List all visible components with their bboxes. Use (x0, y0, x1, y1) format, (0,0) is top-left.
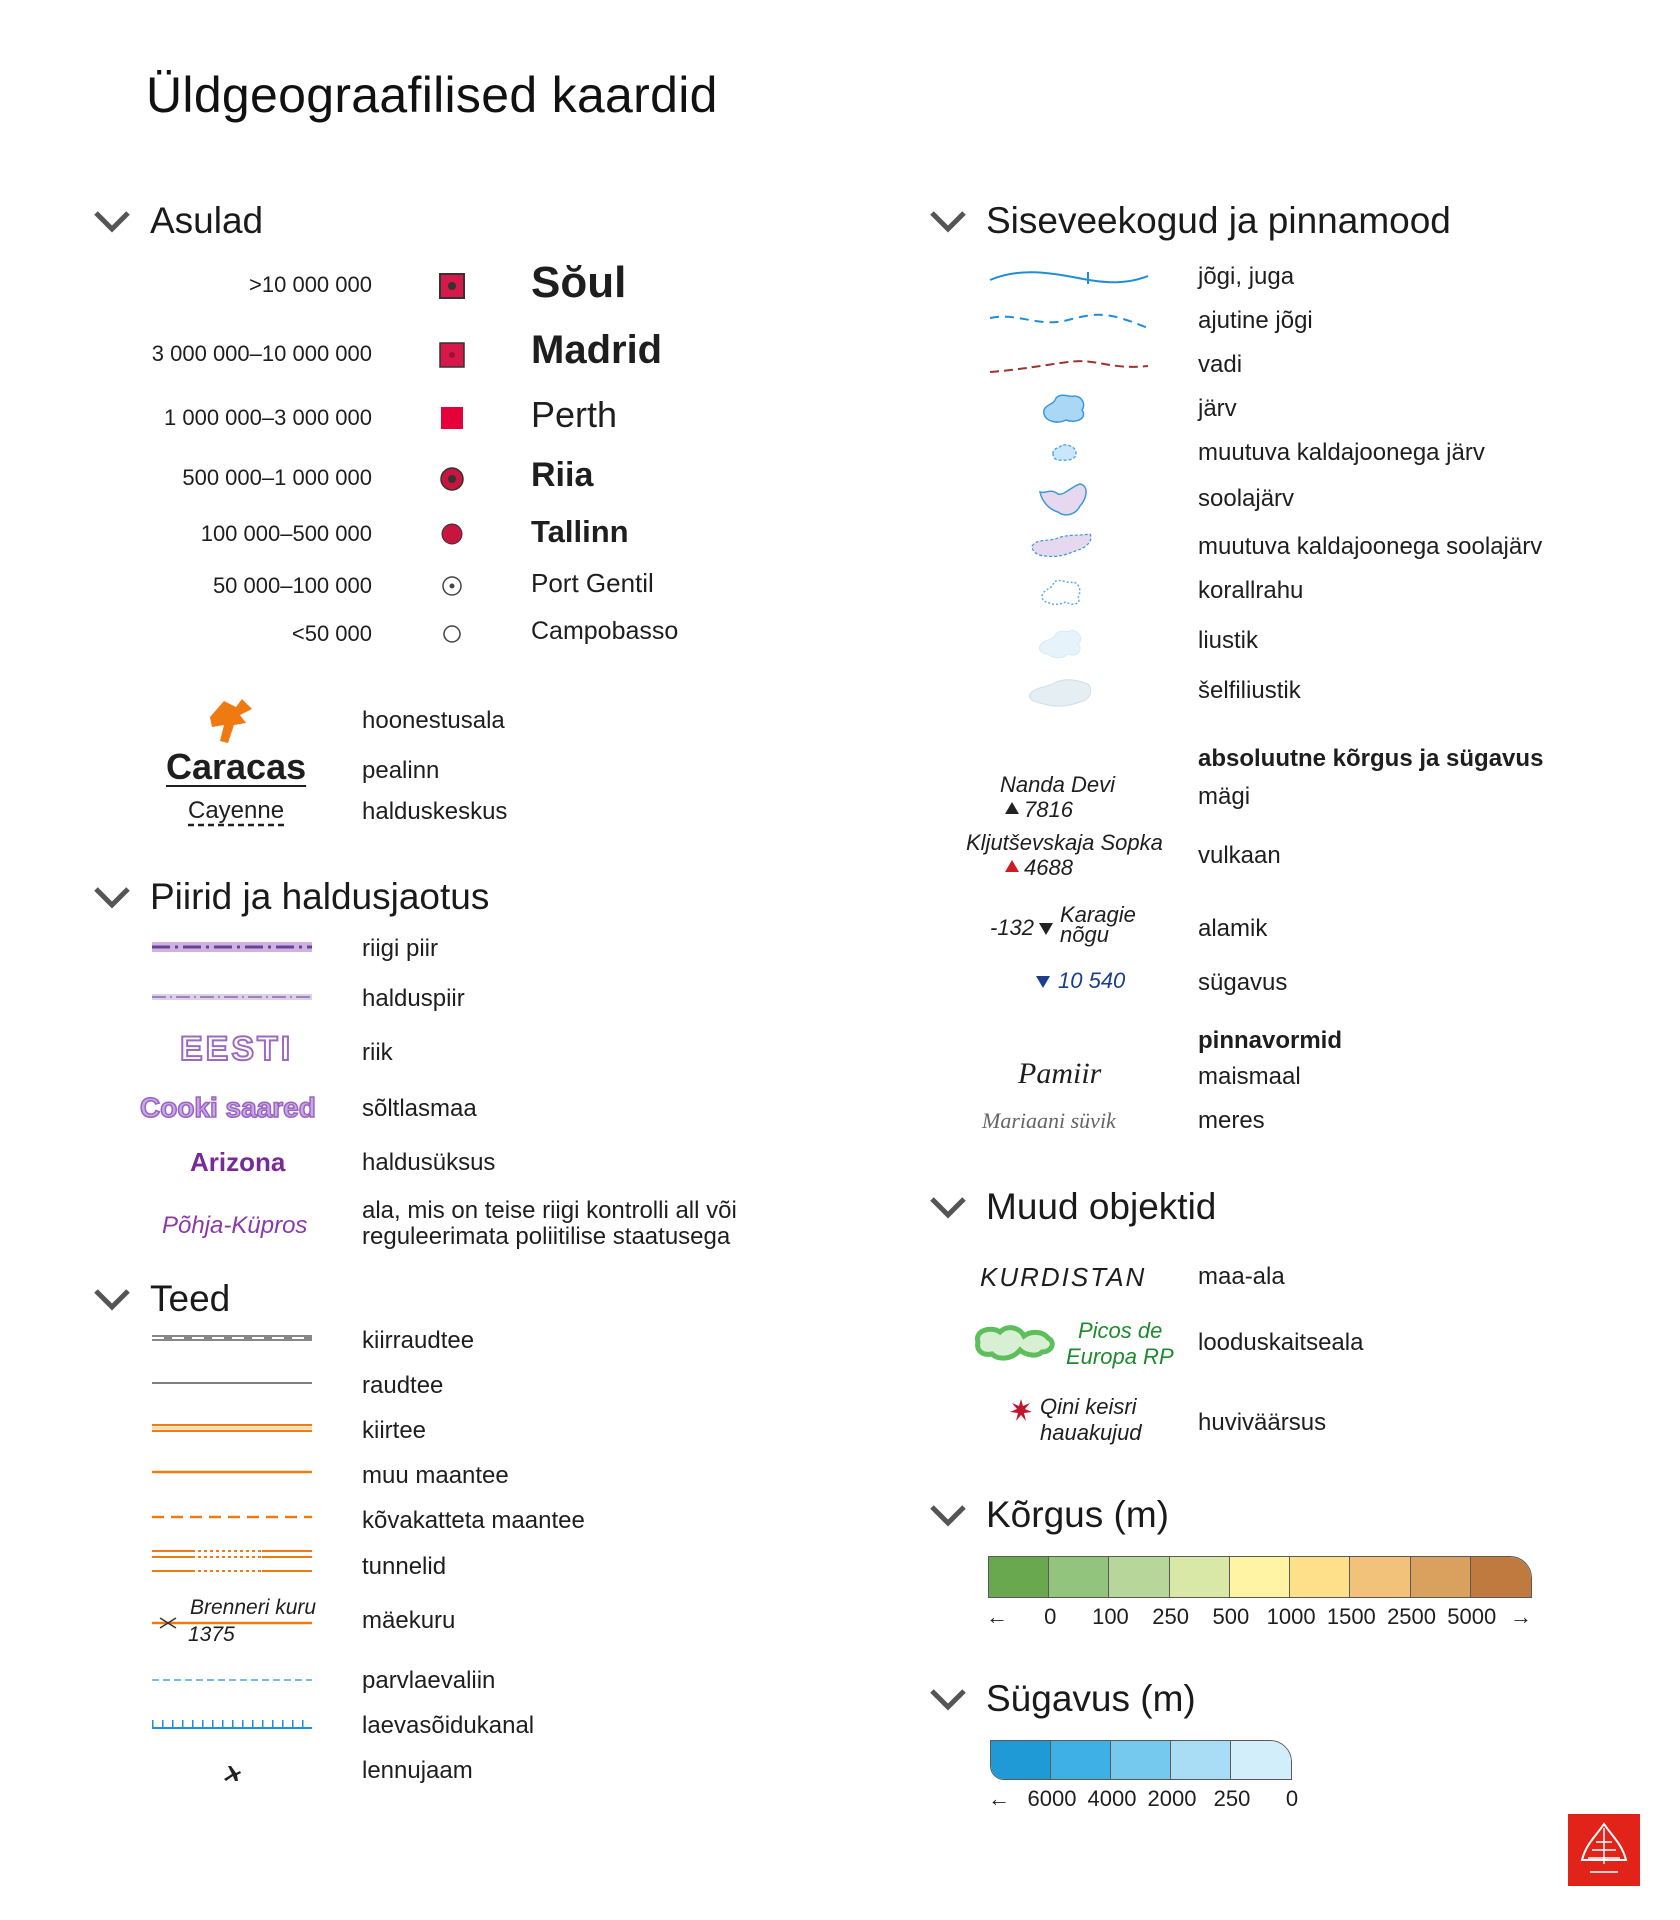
section-muud-toggle[interactable] (928, 1186, 1216, 1228)
legend-label: laevasõidukanal (362, 1712, 535, 1739)
legend-label: hoonestusala (362, 707, 505, 734)
legend-label: pealinn (362, 757, 440, 784)
mountain-height: 7816 (1024, 797, 1073, 822)
sight-name: hauakujud (1040, 1420, 1142, 1445)
chevron-down-icon (928, 1193, 968, 1221)
scale-tick-label: 2000 (1147, 1786, 1197, 1811)
chevron-down-icon (92, 207, 132, 235)
scale-swatch (1109, 1557, 1169, 1597)
reserve-name: Picos de (1078, 1318, 1163, 1343)
city-square-dot-icon (438, 272, 466, 300)
railway-icon (152, 1380, 312, 1386)
disputed-area-sample: Põhja-Küpros (162, 1212, 308, 1239)
legend-label: sügavus (1198, 969, 1288, 996)
legend-label: parvlaevaliin (362, 1667, 496, 1694)
legend-label: korallrahu (1198, 577, 1304, 604)
intermittent-salt-lake-icon (1028, 530, 1096, 562)
scale-swatch (991, 1741, 1051, 1779)
arrow-left-icon: ← (988, 1786, 1010, 1811)
city-circle-icon (441, 523, 463, 545)
scale-swatch (1411, 1557, 1471, 1597)
section-teed-title: Teed (150, 1278, 231, 1319)
tunnels-icon (152, 1549, 312, 1577)
volcano-icon (1005, 860, 1019, 872)
landform-sea-sample: Mariaani süvik (982, 1108, 1116, 1133)
section-siseveekogud-title: Siseveekogud ja pinnamood (986, 200, 1451, 241)
scale-tick-label: 0 (1285, 1786, 1299, 1811)
admin-border-line-icon (152, 992, 312, 1002)
legend-label: riigi piir (362, 935, 439, 962)
pop-range: >10 000 000 (249, 272, 372, 297)
scale-swatch (1231, 1741, 1291, 1779)
chevron-down-icon (928, 207, 968, 235)
scale-swatch (1049, 1557, 1109, 1597)
legend-label: šelfiliustik (1198, 677, 1301, 704)
legend-label: kõvakatteta maantee (362, 1507, 585, 1534)
legend-label: alamik (1198, 915, 1268, 942)
legend-label: vadi (1198, 351, 1243, 378)
depression-name: nõgu (1060, 922, 1109, 947)
section-asulad-title: Asulad (150, 200, 264, 241)
pop-range: 100 000–500 000 (200, 521, 372, 546)
legend-label: maa-ala (1198, 1263, 1285, 1290)
lake-icon (1040, 392, 1090, 426)
admin-center-sample: Cayenne (188, 797, 285, 824)
volcano-height: 4688 (1024, 855, 1073, 880)
mountain-peak-icon (1005, 802, 1019, 814)
scale-swatch (1290, 1557, 1350, 1597)
legend-label: halduskeskus (362, 798, 508, 825)
scale-swatch (1350, 1557, 1410, 1597)
scale-swatch (1171, 1741, 1231, 1779)
city-name: Madrid (531, 328, 663, 372)
country-border-line-icon (152, 940, 312, 954)
depression-name: Karagie (1060, 902, 1136, 927)
scale-tick-label: 500 (1212, 1604, 1250, 1629)
scale-swatch (1471, 1557, 1531, 1597)
nature-reserve-icon (972, 1318, 1062, 1368)
admin-unit-sample: Arizona (190, 1147, 286, 1177)
scale-tick-label: 100 (1092, 1604, 1129, 1629)
legend-label: lennujaam (362, 1757, 473, 1784)
legend-label: riik (362, 1039, 393, 1066)
landform-land-sample: Pamiir (1018, 1057, 1102, 1090)
scale-swatch (1051, 1741, 1111, 1779)
city-name: Port Gentil (531, 568, 654, 598)
section-korgus-toggle[interactable] (928, 1494, 1169, 1536)
pop-range: 50 000–100 000 (212, 573, 372, 598)
city-name: Riia (531, 456, 594, 494)
country-sample: EESTI (180, 1030, 294, 1068)
legend-label: meres (1198, 1107, 1265, 1134)
scale-swatch (1230, 1557, 1290, 1597)
landforms-heading: pinnavormid (1198, 1027, 1343, 1054)
coral-reef-icon (1038, 576, 1086, 608)
depth-value: 10 540 (1058, 968, 1126, 993)
motorway-icon (152, 1423, 312, 1433)
sea-depth-icon (1036, 976, 1050, 988)
section-muud-title: Muud objektid (986, 1186, 1217, 1227)
city-circle-dot-icon (439, 466, 465, 492)
legend-label: huviväärsus (1198, 1409, 1327, 1436)
region-sample: KURDISTAN (980, 1262, 1147, 1292)
section-piirid-toggle[interactable] (92, 876, 489, 918)
publisher-logo (1568, 1814, 1640, 1886)
section-korgus-title: Kõrgus (m) (986, 1494, 1169, 1535)
scale-swatch (989, 1557, 1049, 1597)
scale-tick-label: 2500 (1387, 1604, 1437, 1629)
legend-label: reguleerimata poliitilise staatusega (362, 1223, 731, 1250)
arrow-left-icon: ← (986, 1604, 1008, 1629)
legend-label: vulkaan (1198, 842, 1281, 869)
legend-label: järv (1198, 395, 1237, 422)
city-square-small-icon (440, 406, 464, 430)
pass-height: 1375 (188, 1623, 235, 1646)
pop-range: 1 000 000–3 000 000 (164, 405, 372, 430)
section-siseveekogud-toggle[interactable] (928, 200, 1451, 242)
scale-tick-label: 0 (1044, 1604, 1057, 1629)
pop-range: 3 000 000–10 000 000 (151, 341, 372, 366)
scale-tick-label: 6000 (1027, 1786, 1077, 1811)
legend-label: muutuva kaldajoonega järv (1198, 439, 1485, 466)
scale-tick-label: 250 (1213, 1786, 1251, 1811)
legend-label: haldusüksus (362, 1149, 496, 1176)
legend-label: tunnelid (362, 1553, 447, 1580)
chevron-down-icon (928, 1685, 968, 1713)
temporary-river-icon (988, 310, 1150, 334)
city-name: Campobasso (531, 617, 679, 645)
legend-label: mägi (1198, 783, 1251, 810)
chevron-down-icon (92, 1285, 132, 1313)
city-name-megacity: Sŏul (531, 258, 627, 307)
legend-label: soolajärv (1198, 485, 1295, 512)
pass-name: Brenneri kuru (190, 1596, 317, 1619)
built-up-area-icon (206, 697, 256, 745)
depth-color-scale (990, 1740, 1292, 1780)
legend-label: kiirtee (362, 1417, 427, 1444)
city-name: Tallinn (531, 514, 629, 549)
city-name: Perth (531, 394, 618, 435)
canal-icon (152, 1718, 312, 1730)
legend-label: liustik (1198, 627, 1259, 654)
scale-tick-label: 1000 (1266, 1604, 1316, 1629)
salt-lake-icon (1036, 480, 1092, 520)
scale-tick-label: 4000 (1087, 1786, 1137, 1811)
wadi-icon (988, 354, 1150, 378)
section-teed-toggle[interactable] (92, 1278, 230, 1320)
ice-shelf-icon (1026, 674, 1096, 710)
scale-swatch (1111, 1741, 1171, 1779)
scale-tick-label: 5000 (1447, 1604, 1497, 1629)
section-asulad-toggle[interactable] (92, 200, 263, 242)
sight-name: Qini keisri (1040, 1394, 1137, 1419)
section-piirid-title: Piirid ja haldusjaotus (150, 876, 490, 917)
legend-label: muutuva kaldajoonega soolajärv (1198, 533, 1543, 560)
legend-label: halduspiir (362, 985, 465, 1012)
legend-label: maismaal (1198, 1063, 1301, 1090)
legend-label: ala, mis on teise riigi kontrolli all või (362, 1197, 737, 1224)
city-square-icon (438, 341, 466, 369)
depression-icon (1039, 923, 1053, 935)
legend-label: muu maantee (362, 1462, 509, 1489)
relief-heading: absoluutne kõrgus ja sügavus (1198, 745, 1544, 772)
chevron-down-icon (928, 1501, 968, 1529)
mountain-name: Nanda Devi (1000, 772, 1115, 797)
legend-label: jõgi, juga (1198, 263, 1295, 290)
scale-tick-label: 250 (1152, 1604, 1190, 1629)
section-sugavus-title: Sügavus (m) (986, 1678, 1196, 1719)
ferry-line-icon (152, 1677, 312, 1683)
intermittent-lake-icon (1050, 442, 1080, 464)
high-speed-rail-icon (152, 1333, 312, 1343)
glacier-icon (1034, 624, 1088, 664)
scale-swatch (1170, 1557, 1230, 1597)
page-title: Üldgeograafilised kaardid (146, 67, 718, 123)
legend-label: sõltlasmaa (362, 1095, 477, 1122)
legend-label: looduskaitseala (1198, 1329, 1364, 1356)
elevation-color-scale (988, 1556, 1532, 1598)
pop-range: <50 000 (291, 621, 372, 646)
legend-label: mäekuru (362, 1607, 456, 1634)
village-circle-icon (441, 623, 463, 645)
capital-sample: Caracas (166, 746, 307, 787)
sight-star-icon (1010, 1399, 1032, 1421)
arrow-right-icon: → (1510, 1604, 1532, 1629)
main-road-icon (152, 1469, 312, 1475)
reserve-name: Europa RP (1066, 1344, 1174, 1369)
chevron-down-icon (92, 883, 132, 911)
depression-value: -132 (990, 915, 1035, 940)
legend-label: raudtee (362, 1372, 444, 1399)
town-dot-circle-icon (441, 575, 463, 597)
unpaved-road-icon (152, 1514, 312, 1520)
volcano-name: Kljutševskaja Sopka (966, 830, 1163, 855)
legend-label: ajutine jõgi (1198, 307, 1313, 334)
section-sugavus-toggle[interactable] (928, 1678, 1196, 1720)
legend-label: kiirraudtee (362, 1327, 475, 1354)
scale-tick-label: 1500 (1326, 1604, 1376, 1629)
airport-icon (222, 1764, 242, 1784)
dependency-sample: Cooki saared (140, 1092, 316, 1123)
pop-range: 500 000–1 000 000 (182, 465, 372, 490)
river-icon (988, 266, 1150, 290)
